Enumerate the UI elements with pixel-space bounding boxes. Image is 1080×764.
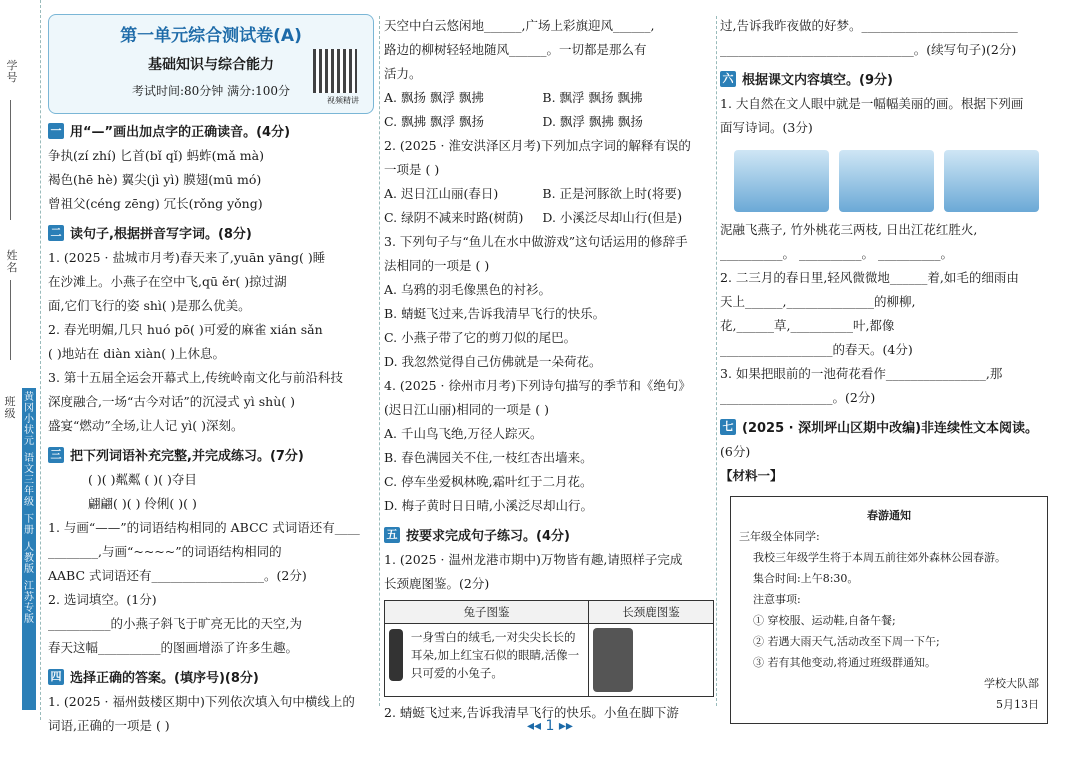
swallow-image bbox=[734, 150, 829, 212]
section-title: 按要求完成句子练习。(4分) bbox=[406, 529, 570, 544]
pinyin-row: 曾祖父(céng zēng) 冗长(rǒng yǒng) bbox=[48, 196, 263, 211]
notice-date: 5月13日 bbox=[996, 698, 1039, 711]
column-divider bbox=[379, 16, 380, 706]
question-line: 活力。 bbox=[384, 66, 422, 81]
question-line: 一项是 ( ) bbox=[384, 162, 440, 177]
column-1 bbox=[48, 14, 374, 738]
notice-line: 注意事项: bbox=[753, 593, 801, 606]
poem-captions: 泥融飞燕子, 竹外桃花三两枝, 日出江花红胜火, bbox=[720, 222, 978, 237]
question-line: 法相同的一项是 ( ) bbox=[384, 258, 490, 273]
notice-item: ① 穿校服、运动鞋,自备午餐; bbox=[753, 614, 896, 627]
question-line: 春天这幅__________的图画增添了许多生趣。 bbox=[48, 640, 299, 655]
section-title: 根据课文内容填空。(9分) bbox=[742, 73, 893, 88]
region-label: 江苏专版 bbox=[24, 581, 34, 625]
option: C. 绿阴不减来时路(树荫) bbox=[384, 210, 524, 225]
section-7-header bbox=[720, 417, 1070, 436]
option: C. 飘拂 飘浮 飘扬 bbox=[384, 114, 485, 129]
section-number: 三 bbox=[48, 447, 64, 463]
section-title: 读句子,根据拼音写字词。(8分) bbox=[70, 227, 252, 242]
table-header: 长颈鹿图鉴 bbox=[588, 601, 713, 624]
section-title: 用“—”画出加点字的正确读音。(4分) bbox=[70, 125, 291, 140]
section-3-header bbox=[48, 445, 374, 464]
series-strip bbox=[22, 388, 36, 710]
option: B. 春色满园关不住,一枝红杏出墙来。 bbox=[384, 450, 593, 465]
question-line: AABC 式词语还有__________________。(2分) bbox=[48, 568, 307, 583]
idiom-row: ( )( )粼粼 ( )( )夺目 bbox=[88, 472, 197, 487]
option: D. 小溪泛尽却山行(但是) bbox=[542, 210, 683, 225]
idiom-row: 翩翩( )( ) 伶俐( )( ) bbox=[88, 496, 197, 511]
option: A. 飘扬 飘浮 飘拂 bbox=[384, 90, 484, 105]
question-line: __________的小燕子斜飞于旷亮无比的天空,为 bbox=[48, 616, 302, 631]
option: B. 蜻蜓飞过来,告诉我清早飞行的快乐。 bbox=[384, 306, 606, 321]
option: D. 我忽然觉得自己仿佛就是一朵荷花。 bbox=[384, 354, 602, 369]
section-5-header bbox=[384, 525, 714, 544]
notice-item: ③ 若有其他变动,将通过班级群通知。 bbox=[753, 656, 936, 669]
section-number: 四 bbox=[48, 669, 64, 685]
question-line: 3. 下列句子与“鱼儿在水中做游戏”这句话运用的修辞手 bbox=[384, 234, 688, 249]
page-number: ◂◂ 1 ▸▸ bbox=[527, 718, 573, 734]
option: C. 停车坐爱枫林晚,霜叶红于二月花。 bbox=[384, 474, 593, 489]
grade-label: 语文三年级 bbox=[24, 453, 34, 508]
question-line: 过,告诉我昨夜做的好梦。_________________________ bbox=[720, 18, 1018, 33]
student-id-line bbox=[10, 100, 11, 220]
question-line: 深度融合,一场“古今对话”的沉浸式 yì shù( ) bbox=[48, 394, 296, 409]
question-line: (迟日江山丽)相同的一项是 ( ) bbox=[384, 402, 549, 417]
animal-guide-table bbox=[384, 600, 714, 697]
question-line: 2. (2025 · 淮安洪泽区月考)下列加点字词的解释有误的 bbox=[384, 138, 691, 153]
section-1-header bbox=[48, 121, 374, 140]
option: D. 梅子黄时日日晴,小溪泛尽却山行。 bbox=[384, 498, 593, 513]
section-number: 七 bbox=[720, 419, 736, 435]
qr-code-icon[interactable] bbox=[313, 49, 357, 93]
exam-info: 考试时间:80分钟 满分:100分 bbox=[131, 84, 291, 98]
section-number: 二 bbox=[48, 225, 64, 241]
name-line bbox=[10, 280, 11, 360]
section-number: 一 bbox=[48, 123, 64, 139]
qr-label: 视频精讲 bbox=[327, 96, 359, 105]
pinyin-row: 争执(zí zhí) 匕首(bǐ qǐ) 蚂蚱(mǎ mà) bbox=[48, 148, 264, 163]
question-line: 1. (2025 · 福州鼓楼区期中)下列依次填入句中横线上的 bbox=[48, 694, 355, 709]
question-line: 1. 与画“——”的词语结构相同的 ABCC 式词语还有____ bbox=[48, 520, 360, 535]
spring-outing-notice bbox=[730, 496, 1048, 724]
section-title: (2025 · 深圳坪山区期中改编)非连续性文本阅读。 bbox=[742, 421, 1039, 436]
question-line: 2. 选词填空。(1分) bbox=[48, 592, 157, 607]
rabbit-description: 一身雪白的绒毛,一对尖尖长长的耳朵,加上红宝石似的眼睛,活像一只可爱的小兔子。 bbox=[410, 630, 580, 680]
term-label: 下册 bbox=[24, 514, 34, 536]
question-line: 3. 如果把眼前的一池荷花看作________________,那 bbox=[720, 366, 1003, 381]
question-line: __________________。(2分) bbox=[720, 390, 876, 405]
question-line: 3. 第十五届全运会开幕式上,传统岭南文化与前沿科技 bbox=[48, 370, 343, 385]
pinyin-row: 褐色(hē hè) 翼尖(jì yì) 膜翅(mū mó) bbox=[48, 172, 262, 187]
question-line: 2. 春光明媚,几只 huó pō( )可爱的麻雀 xián sǎn bbox=[48, 322, 323, 337]
name-label: 姓名 bbox=[6, 249, 18, 274]
notice-line: 集合时间:上午8:30。 bbox=[753, 572, 859, 585]
column-2 bbox=[384, 14, 714, 725]
section-number: 六 bbox=[720, 71, 736, 87]
notice-line: 我校三年级学生将于本周五前往郊外森林公园春游。 bbox=[753, 551, 1006, 564]
question-line: 盛宴“燃动”全场,让人记 yì( )深刻。 bbox=[48, 418, 244, 433]
column-divider bbox=[716, 16, 717, 706]
question-line: ( )地站在 diàn xiàn( )上休息。 bbox=[48, 346, 225, 361]
section-4-header bbox=[48, 667, 374, 686]
section-6-header bbox=[720, 69, 1070, 88]
question-line: 花,______草,__________叶,都像 bbox=[720, 318, 895, 333]
section-title: 把下列词语补充完整,并完成练习。(7分) bbox=[70, 449, 304, 464]
question-line: 面写诗词。(3分) bbox=[720, 120, 813, 135]
question-line: 天上______,______________的柳柳, bbox=[720, 294, 916, 309]
poem-images bbox=[734, 150, 1070, 212]
peach-blossom-image bbox=[839, 150, 934, 212]
section-2-header bbox=[48, 223, 374, 242]
section-number: 五 bbox=[384, 527, 400, 543]
notice-recipient: 三年级全体同学: bbox=[739, 530, 820, 543]
option: D. 飘浮 飘拂 飘扬 bbox=[542, 114, 643, 129]
option: A. 千山鸟飞绝,万径人踪灭。 bbox=[384, 426, 543, 441]
giraffe-image bbox=[593, 628, 633, 692]
question-line: 面,它们飞行的姿 shì( )是那么优美。 bbox=[48, 298, 251, 313]
question-line: __________________的春天。(4分) bbox=[720, 342, 913, 357]
option: C. 小燕子带了它的剪刀似的尾巴。 bbox=[384, 330, 577, 345]
question-line: ________,与画“~~~~”的词语结构相同的 bbox=[48, 544, 282, 559]
title-box bbox=[48, 14, 374, 114]
class-label: 班级 bbox=[4, 395, 16, 420]
question-line: 长颈鹿图鉴。(2分) bbox=[384, 576, 490, 591]
edition-label: 人教版 bbox=[24, 542, 34, 575]
option: B. 飘浮 飘扬 飘拂 bbox=[542, 90, 643, 105]
question-line: 1. (2025 · 温州龙港市期中)万物皆有趣,请照样子完成 bbox=[384, 552, 683, 567]
question-line: 天空中白云悠闲地______,广场上彩旗迎风______, bbox=[384, 18, 655, 33]
option: A. 迟日江山丽(春日) bbox=[384, 186, 499, 201]
question-line: 2. 二三月的春日里,轻风微微地______着,如毛的细雨由 bbox=[720, 270, 1019, 285]
sunrise-river-image bbox=[944, 150, 1039, 212]
table-header: 兔子图鉴 bbox=[385, 601, 589, 624]
answer-blanks: __________。 __________。 __________。 bbox=[720, 246, 953, 261]
page-title: 第一单元综合测试卷(A) bbox=[120, 26, 302, 46]
student-id-label: 学号 bbox=[6, 59, 18, 84]
notice-item: ② 若遇大雨天气,活动改至下周一下午; bbox=[753, 635, 940, 648]
question-line: 1. (2025 · 盐城市月考)春天来了,yuān yāng( )睡 bbox=[48, 250, 326, 265]
column-3 bbox=[720, 14, 1070, 724]
question-line: 4. (2025 · 徐州市月考)下列诗句描写的季节和《绝句》 bbox=[384, 378, 691, 393]
series-name: 黄冈小状元 bbox=[24, 392, 34, 447]
option: A. 乌鸦的羽毛像黑色的衬衫。 bbox=[384, 282, 551, 297]
question-line: _______________________________。(续写句子)(2分) bbox=[720, 42, 1017, 57]
question-line: 词语,正确的一项是 ( ) bbox=[48, 718, 170, 733]
question-line: 2. 蜻蜓飞过来,告诉我清早飞行的快乐。小鱼在脚下游 bbox=[384, 705, 679, 720]
notice-title: 春游通知 bbox=[867, 509, 911, 522]
section-title: 选择正确的答案。(填序号)(8分) bbox=[70, 671, 259, 686]
material-label: 【材料一】 bbox=[720, 468, 783, 483]
question-line: 路边的柳树轻轻地随风______。一切都是那么有 bbox=[384, 42, 647, 57]
page-subtitle: 基础知识与综合能力 bbox=[148, 57, 274, 73]
rabbit-image bbox=[389, 629, 403, 681]
notice-signature: 学校大队部 bbox=[984, 677, 1039, 690]
option: B. 正是河豚欲上时(将要) bbox=[542, 186, 682, 201]
section-score: (6分) bbox=[720, 444, 751, 459]
question-line: 1. 大自然在文人眼中就是一幅幅美丽的画。根据下列画 bbox=[720, 96, 1024, 111]
question-line: 在沙滩上。小燕子在空中飞,qū ěr( )掠过湖 bbox=[48, 274, 287, 289]
